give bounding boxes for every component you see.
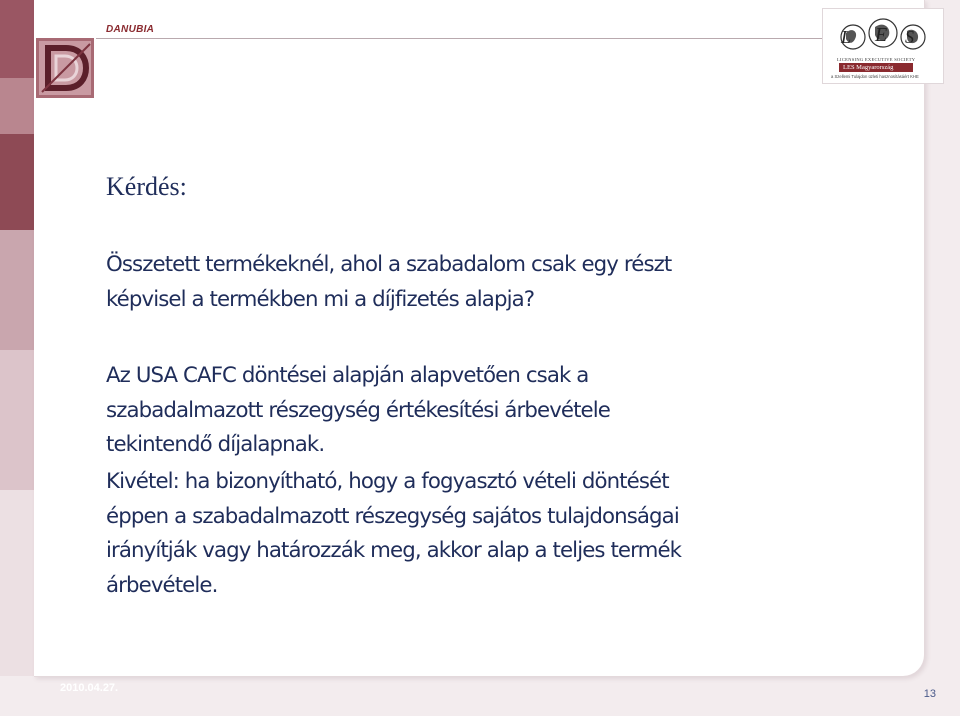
svg-text:E: E bbox=[875, 24, 888, 46]
paragraph-line: szabadalmazott részegység értékesítési árbevétele bbox=[106, 397, 610, 423]
paragraph-line: árbevétele. bbox=[106, 572, 218, 598]
les-emblem-icon bbox=[831, 13, 935, 57]
les-chapter-label: LES Magyarország bbox=[839, 63, 913, 72]
les-org-line: LICENSING EXECUTIVE SOCIETY bbox=[837, 57, 916, 62]
left-decor-block-4 bbox=[0, 230, 34, 350]
paragraph-2 bbox=[106, 359, 610, 463]
left-decor-block-5 bbox=[0, 350, 34, 490]
left-decor-block-2 bbox=[0, 78, 34, 134]
left-decor-block-3 bbox=[0, 134, 34, 230]
footer-date: 2010.04.27. bbox=[60, 682, 119, 694]
page-number: 13 bbox=[923, 688, 936, 700]
svg-text:L: L bbox=[841, 27, 852, 47]
paragraph-line: Az USA CAFC döntései alapján alapvetően csak a bbox=[106, 363, 589, 388]
les-partner-logo bbox=[822, 8, 944, 84]
paragraph-line: Összetett termékeknél, ahol a szabadalom csak egy részt bbox=[106, 252, 672, 277]
paragraph-line: irányítják vagy határozzák meg, akkor alap a teljes termék bbox=[106, 538, 682, 563]
slide-title: Kérdés: bbox=[106, 172, 187, 201]
danubia-d-logo-icon bbox=[36, 38, 94, 98]
les-tagline: a Szellemi Tulajdon üzleti hasznosításáért KHE bbox=[831, 74, 919, 79]
bottom-bar bbox=[0, 676, 960, 716]
paragraph-line: éppen a szabadalmazott részegység sajátos tulajdonságai bbox=[106, 503, 679, 529]
left-decor-block-6 bbox=[0, 490, 34, 676]
paragraph-line: tekintendő díjalapnak. bbox=[106, 432, 325, 457]
paragraph-3 bbox=[106, 465, 681, 603]
brand-name: DANUBIA bbox=[106, 24, 155, 35]
svg-text:S: S bbox=[905, 27, 914, 47]
header-rule bbox=[96, 38, 824, 39]
right-decor-strip bbox=[932, 0, 960, 716]
left-decor-block-1 bbox=[0, 0, 34, 78]
paragraph-line: képvisel a termékben mi a díjfizetés alapja? bbox=[106, 286, 535, 312]
paragraph-line: Kivétel: ha bizonyítható, hogy a fogyasztó vételi döntését bbox=[106, 469, 669, 494]
paragraph-1 bbox=[106, 248, 671, 317]
